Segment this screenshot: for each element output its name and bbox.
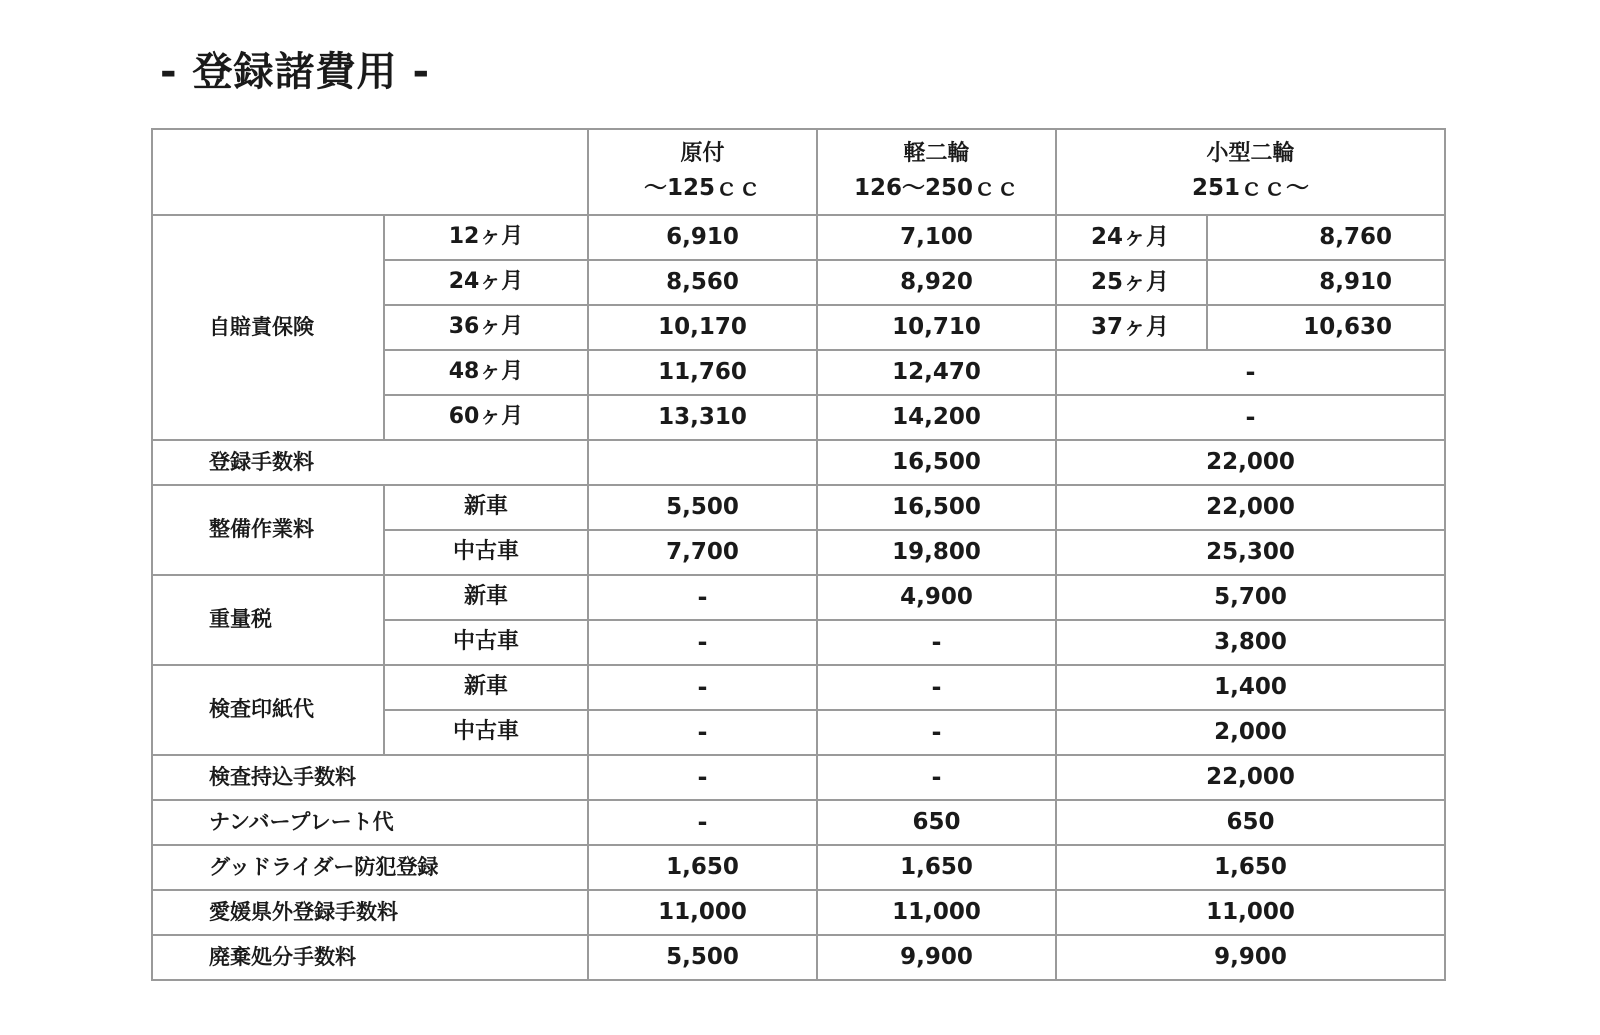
kogata-term-label: 24ヶ月 xyxy=(1056,215,1207,260)
header-gentsuki xyxy=(588,129,817,215)
value-cell: 16,500 xyxy=(817,485,1056,530)
value-cell: 11,760 xyxy=(588,350,817,395)
table-row xyxy=(152,845,1445,890)
value-cell: 14,200 xyxy=(817,395,1056,440)
value-cell: - xyxy=(817,755,1056,800)
sub-label: 新車 xyxy=(384,575,588,620)
value-cell: 650 xyxy=(1056,800,1445,845)
value-cell: 11,000 xyxy=(817,890,1056,935)
value-cell: - xyxy=(588,665,817,710)
category-label: 検査持込手数料 xyxy=(152,755,588,800)
value-cell: 4,900 xyxy=(817,575,1056,620)
value-cell: 1,650 xyxy=(1056,845,1445,890)
value-cell: 13,310 xyxy=(588,395,817,440)
category-label: 整備作業料 xyxy=(152,485,384,575)
value-cell: 10,170 xyxy=(588,305,817,350)
sub-label: 新車 xyxy=(384,485,588,530)
value-cell: 12,470 xyxy=(817,350,1056,395)
header-blank xyxy=(152,129,588,215)
table-row xyxy=(152,890,1445,935)
header-name: 軽二輪 xyxy=(903,141,970,166)
value-cell: 22,000 xyxy=(1056,755,1445,800)
category-label: 登録手数料 xyxy=(152,440,588,485)
value-cell: 10,710 xyxy=(817,305,1056,350)
value-cell: - xyxy=(588,800,817,845)
category-label: 自賠責保険 xyxy=(152,215,384,440)
table-row xyxy=(152,755,1445,800)
page-title: - 登録諸費用 - xyxy=(160,49,431,95)
value-cell: 6,910 xyxy=(588,215,817,260)
value-cell: 650 xyxy=(817,800,1056,845)
category-label: 愛媛県外登録手数料 xyxy=(152,890,588,935)
value-cell: 16,500 xyxy=(817,440,1056,485)
value-cell: 8,560 xyxy=(588,260,817,305)
value-cell: 8,760 xyxy=(1207,215,1445,260)
category-label: ナンバープレート代 xyxy=(152,800,588,845)
value-cell: 7,100 xyxy=(817,215,1056,260)
table-row xyxy=(152,485,1445,530)
value-cell: 22,000 xyxy=(1056,440,1445,485)
header-name: 小型二輪 xyxy=(1206,141,1295,166)
header-kogata xyxy=(1056,129,1445,215)
sub-label: 新車 xyxy=(384,665,588,710)
value-cell: - xyxy=(817,710,1056,755)
value-cell: 9,900 xyxy=(1056,935,1445,980)
value-cell: - xyxy=(817,620,1056,665)
category-label: 廃棄処分手数料 xyxy=(152,935,588,980)
value-cell: 1,650 xyxy=(588,845,817,890)
category-label: 重量税 xyxy=(152,575,384,665)
sub-label: 中古車 xyxy=(384,620,588,665)
value-cell: 11,000 xyxy=(1056,890,1445,935)
registration-fees-table xyxy=(151,128,1446,981)
period-label: 48ヶ月 xyxy=(384,350,588,395)
period-label: 12ヶ月 xyxy=(384,215,588,260)
value-cell: - xyxy=(588,710,817,755)
sub-label: 中古車 xyxy=(384,710,588,755)
value-cell: 5,500 xyxy=(588,485,817,530)
value-cell: - xyxy=(588,755,817,800)
kogata-term-label: 25ヶ月 xyxy=(1056,260,1207,305)
value-cell: 5,500 xyxy=(588,935,817,980)
value-cell: 5,700 xyxy=(1056,575,1445,620)
kogata-term-label: 37ヶ月 xyxy=(1056,305,1207,350)
value-cell: 8,920 xyxy=(817,260,1056,305)
value-cell: 3,800 xyxy=(1056,620,1445,665)
table-row xyxy=(152,935,1445,980)
value-cell: - xyxy=(588,620,817,665)
period-label: 36ヶ月 xyxy=(384,305,588,350)
category-label: グッドライダー防犯登録 xyxy=(152,845,588,890)
value-cell: 9,900 xyxy=(817,935,1056,980)
value-cell: 2,000 xyxy=(1056,710,1445,755)
value-cell: - xyxy=(817,665,1056,710)
sub-label: 中古車 xyxy=(384,530,588,575)
value-cell: 25,300 xyxy=(1056,530,1445,575)
header-name: 原付 xyxy=(680,141,725,166)
value-cell: 8,910 xyxy=(1207,260,1445,305)
header-range: 126～250ｃｃ xyxy=(853,175,1020,202)
value-cell xyxy=(588,440,817,485)
value-cell: - xyxy=(588,575,817,620)
table-row xyxy=(152,575,1445,620)
value-cell: 7,700 xyxy=(588,530,817,575)
value-cell: 1,400 xyxy=(1056,665,1445,710)
header-range: 251ｃｃ～ xyxy=(1192,175,1310,202)
header-range: ～125ｃｃ xyxy=(643,175,761,202)
header-kei xyxy=(817,129,1056,215)
table-row xyxy=(152,665,1445,710)
table-row xyxy=(152,215,1445,260)
period-label: 60ヶ月 xyxy=(384,395,588,440)
table-row xyxy=(152,440,1445,485)
table-row xyxy=(152,800,1445,845)
period-label: 24ヶ月 xyxy=(384,260,588,305)
value-cell: - xyxy=(1056,395,1445,440)
value-cell: 11,000 xyxy=(588,890,817,935)
value-cell: 10,630 xyxy=(1207,305,1445,350)
value-cell: 22,000 xyxy=(1056,485,1445,530)
value-cell: 1,650 xyxy=(817,845,1056,890)
header-row xyxy=(152,129,1445,215)
category-label: 検査印紙代 xyxy=(152,665,384,755)
value-cell: 19,800 xyxy=(817,530,1056,575)
value-cell: - xyxy=(1056,350,1445,395)
